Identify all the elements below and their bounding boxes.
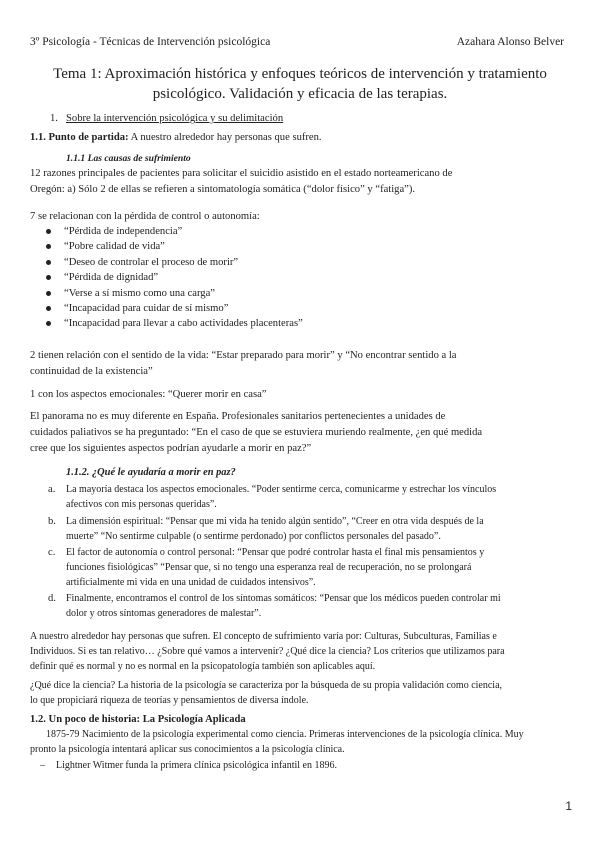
- paragraph-science-l1: ¿Qué dice la ciencia? La historia de la psicología se caracteriza por la búsqueda de su propia validación como ciencia,: [30, 680, 503, 691]
- bullet-list: [46, 224, 566, 332]
- subsection-1-1: [30, 130, 322, 145]
- paragraph-meaning-l1: 2 tienen relación con el sentido de la vida: “Estar preparado para morir” y “No encontrar sentido a la: [30, 350, 457, 361]
- bullet-dot-icon: [46, 306, 51, 311]
- bullet-dot-icon: [46, 291, 51, 296]
- paragraph-control: 7 se relacionan con la pérdida de control o autonomía:: [30, 211, 260, 222]
- item-letter-d: d.: [48, 593, 56, 604]
- list-item: “Incapacidad para llevar a cabo actividades placenteras”: [46, 316, 566, 331]
- list-item: “Pérdida de dignidad”: [46, 270, 566, 285]
- header-author: Azahara Alonso Belver: [456, 36, 564, 48]
- page-title: [30, 64, 570, 104]
- paragraph-science-l2: lo que propiciará riqueza de teorías y pensamientos de diversa índole.: [30, 695, 309, 706]
- page-number: 1: [565, 799, 572, 813]
- item-letter-a: a.: [48, 484, 56, 495]
- item-c-l1: El factor de autonomía o control personal: “Pensar que podré controlar hasta el final mis pensamientos y: [66, 547, 485, 558]
- paragraph-spain-l1: El panorama no es muy diferente en España. Profesionales sanitarios pertenecientes a unidades de: [30, 411, 446, 422]
- item-b-l2: muerte” “No sentirme culpable (o sentirme perdonado) por conflictos personales del pasado”.: [66, 531, 441, 542]
- subsection-1-1-label: 1.1. Punto de partida:: [30, 132, 129, 143]
- bullet-dot-icon: [46, 275, 51, 280]
- paragraph-reasons-l1: 12 razones principales de pacientes para solicitar el suicidio asistido en el estado norteamericano de: [30, 168, 453, 179]
- subsection-1-1-text: A nuestro alrededor hay personas que sufren.: [128, 132, 322, 143]
- paragraph-spain-l3: cree que los siguientes aspectos podrían ayudarle a morir en paz?”: [30, 443, 312, 454]
- paragraph-history-l2: pronto la psicología intentará aplicar sus conocimientos a la psicología clínica.: [30, 744, 345, 755]
- list-item: “Deseo de controlar el proceso de morir”: [46, 255, 566, 270]
- paragraph-suffering-l3: definir qué es normal y no es normal en la psicopatología también son aplicables aquí.: [30, 661, 376, 672]
- paragraph-suffering-l1: A nuestro alrededor hay personas que sufren. El concepto de sufrimiento varía por: Culturas, Subculturas, Familias e: [30, 631, 497, 642]
- item-d-l2: dolor y otros síntomas generadores de malestar”.: [66, 608, 262, 619]
- list-item: “Pérdida de independencia”: [46, 224, 566, 239]
- bullet-dot-icon: [46, 244, 51, 249]
- section-number: 1.: [50, 113, 58, 124]
- dash-item-witmer: Lightner Witmer funda la primera clínica psicológica infantil en 1896.: [56, 760, 337, 771]
- section-heading: Sobre la intervención psicológica y su delimitación: [66, 113, 284, 124]
- header-course: 3º Psicología - Técnicas de Intervención psicológica: [30, 36, 271, 48]
- item-letter-c: c.: [48, 547, 56, 558]
- list-item: “Pobre calidad de vida”: [46, 239, 566, 254]
- bullet-dot-icon: [46, 321, 51, 326]
- title-line-2: psicológico. Validación y eficacia de las terapias.: [152, 86, 448, 102]
- item-b-l1: La dimensión espiritual: “Pensar que mi vida ha tenido algún sentido”, “Creer en otra vida después de la: [66, 516, 484, 527]
- list-item: “Incapacidad para cuidar de sí mismo”: [46, 301, 566, 316]
- bullet-dot-icon: [46, 229, 51, 234]
- item-d-l1: Finalmente, encontramos el control de los síntomas somáticos: “Pensar que los médicos pueden controlar mi: [66, 593, 501, 604]
- paragraph-spain-l2: cuidados paliativos se ha preguntado: “En el caso de que se estuviera muriendo realmente, ¿en qué medida: [30, 427, 483, 438]
- list-item: “Verse a sí mismo como una carga”: [46, 286, 566, 301]
- paragraph-reasons-l2: Oregón: a) Sólo 2 de ellas se refieren a sintomatología somática (“dolor físico” y “fatiga”).: [30, 184, 416, 195]
- paragraph-meaning-l2: continuidad de la existencia”: [30, 366, 153, 377]
- title-line-1: Tema 1: Aproximación histórica y enfoques teóricos de intervención y tratamiento: [53, 66, 547, 82]
- paragraph-emotional: 1 con los aspectos emocionales: “Querer morir en casa”: [30, 389, 267, 400]
- item-a-l1: La mayoría destaca los aspectos emocionales. “Poder sentirme cerca, comunicarme y estrechar los vínculos: [66, 484, 497, 495]
- subsection-1-1-1-label: 1.1.1 Las causas de sufrimiento: [66, 153, 191, 164]
- bullet-dot-icon: [46, 260, 51, 265]
- paragraph-suffering-l2: Individuos. Si es tan relativo… ¿Sobre qué vamos a intervenir? ¿Qué dice la ciencia? Los criterios que utilizamos para: [30, 646, 505, 657]
- subsection-1-2-label: 1.2. Un poco de historia: La Psicología Aplicada: [30, 714, 246, 725]
- dash-marker: –: [40, 760, 45, 771]
- item-a-l2: afectivos con mis personas queridas”.: [66, 499, 217, 510]
- paragraph-history-l1: 1875-79 Nacimiento de la psicología experimental como ciencia. Primeras intervenciones de la psicología clínica. Muy: [46, 729, 524, 740]
- subsection-1-1-2-label: 1.1.2. ¿Qué le ayudaría a morir en paz?: [66, 467, 236, 478]
- item-c-l3: artificialmente mi vida en una unidad de cuidados intensivos”.: [66, 577, 316, 588]
- item-letter-b: b.: [48, 516, 56, 527]
- item-c-l2: funciones fisiológicas” “Pensar que, si no tengo una esperanza real de recuperación, no se prolongará: [66, 562, 472, 573]
